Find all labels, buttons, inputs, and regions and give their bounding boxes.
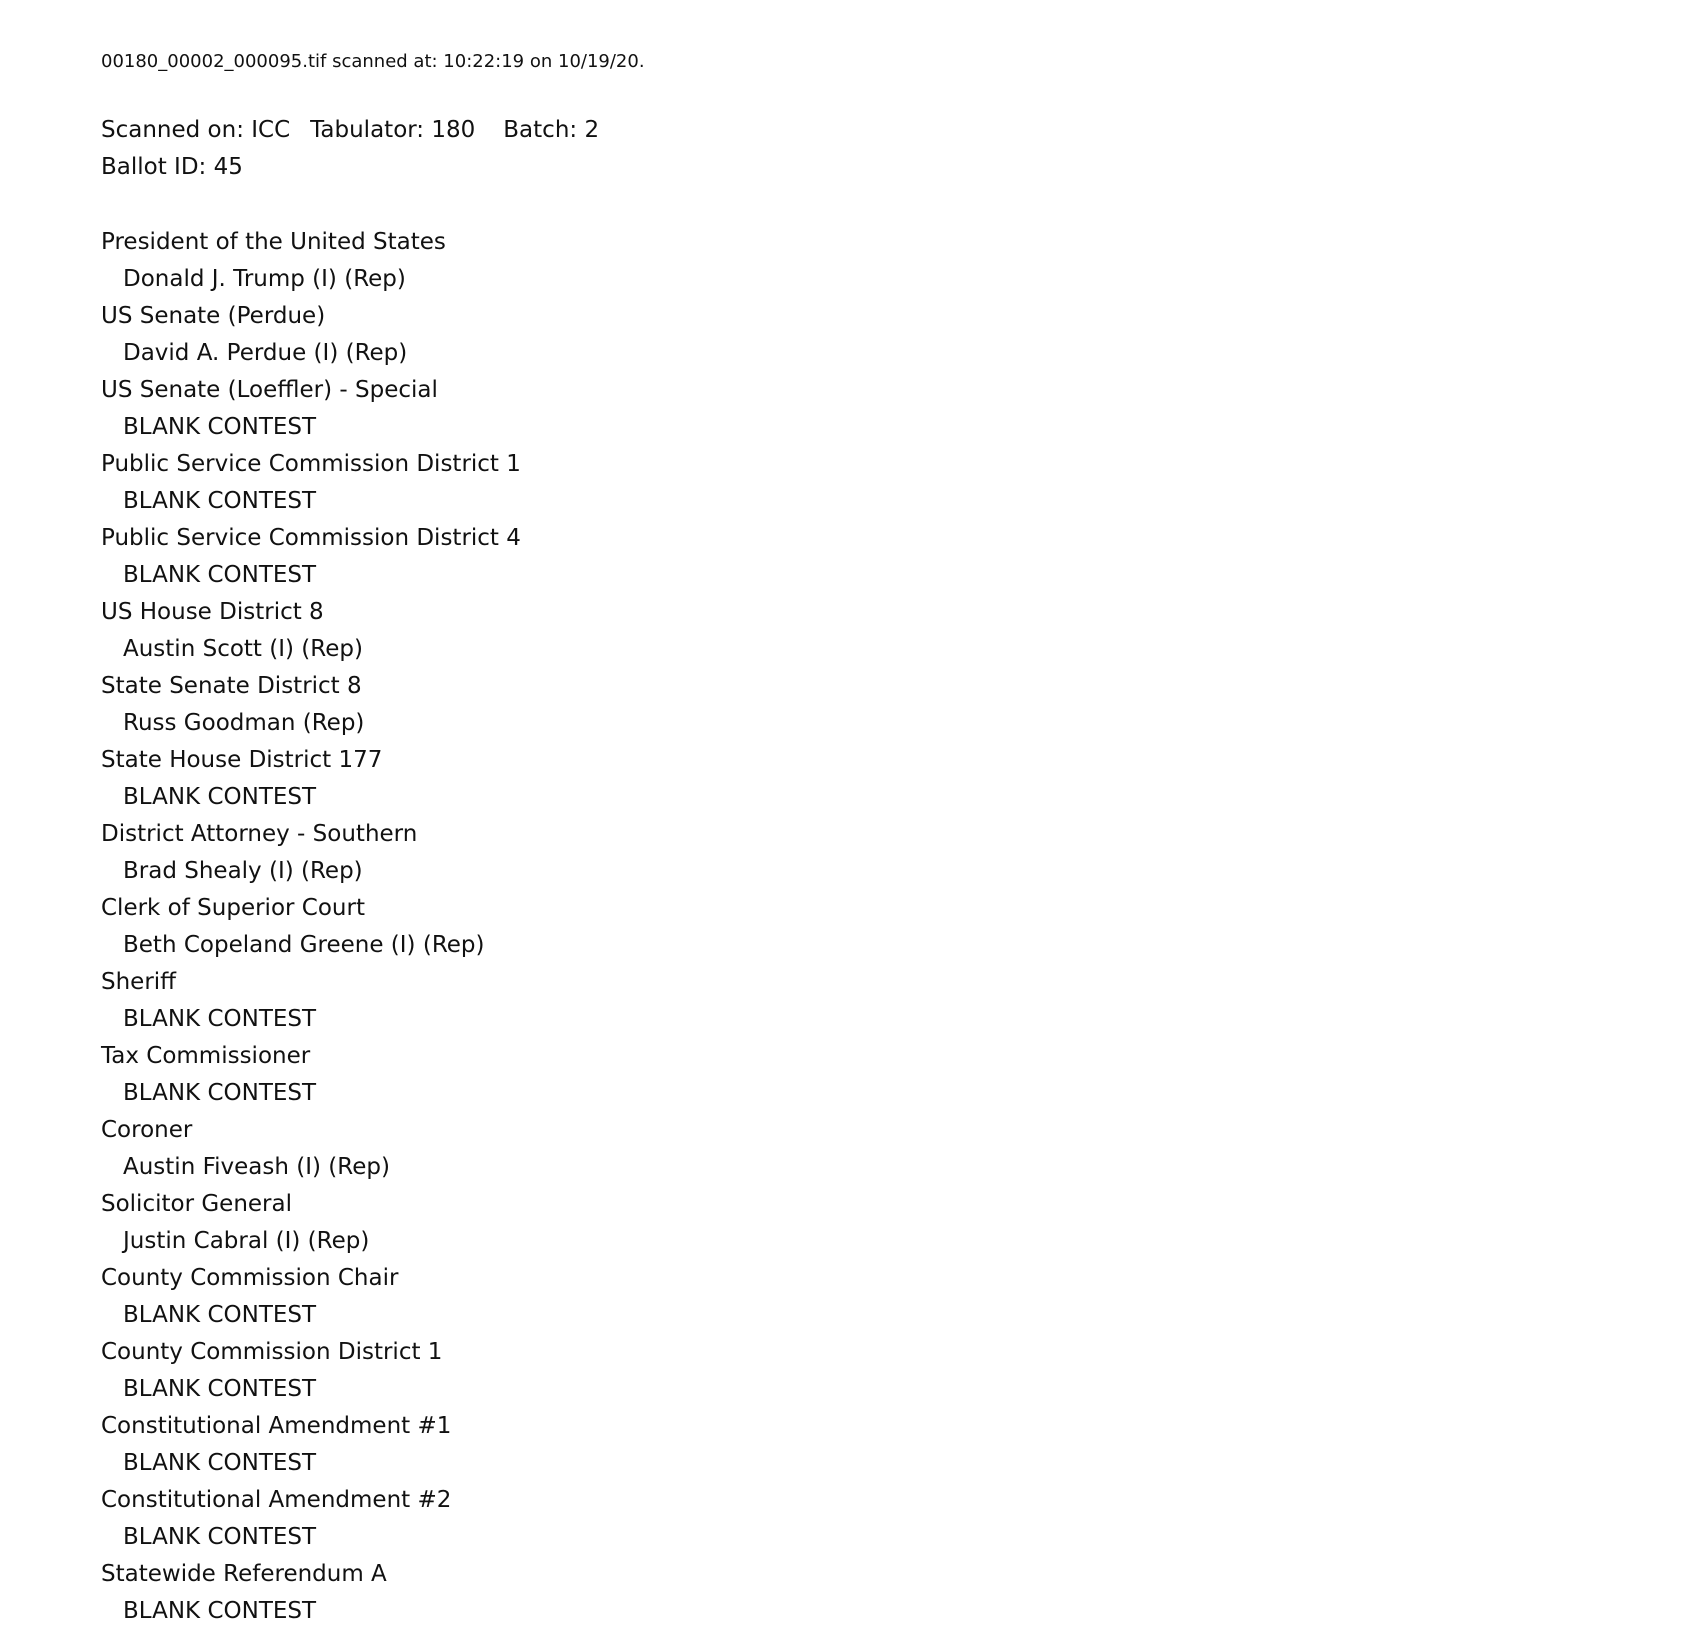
contest-choice: BLANK CONTEST <box>123 1302 317 1328</box>
scan-info-line: 00180_00002_000095.tif scanned at: 10:22:19 on 10/19/20. <box>101 51 645 72</box>
contest-title: County Commission District 1 <box>101 1339 443 1365</box>
contest-choice: BLANK CONTEST <box>123 414 317 440</box>
contest-title: Solicitor General <box>101 1191 292 1217</box>
contest-list <box>101 224 521 1630</box>
contest-title: Tax Commissioner <box>101 1043 311 1069</box>
contest-title: US House District 8 <box>101 599 324 625</box>
ballot-header <box>101 112 599 186</box>
contest-title: District Attorney - Southern <box>101 821 418 847</box>
contest-title: State House District 177 <box>101 747 383 773</box>
contest-choice: BLANK CONTEST <box>123 1450 317 1476</box>
contest-title: Public Service Commission District 4 <box>101 525 521 551</box>
contest-choice: BLANK CONTEST <box>123 1080 317 1106</box>
contest-title: Coroner <box>101 1117 193 1143</box>
ballot-id-row <box>101 149 599 186</box>
contest-choice: Donald J. Trump (I) (Rep) <box>123 266 406 292</box>
contest-choice: BLANK CONTEST <box>123 1006 317 1032</box>
contest-title: State Senate District 8 <box>101 673 362 699</box>
batch-label: Batch: 2 <box>503 117 600 143</box>
ballot-id-label: Ballot ID: 45 <box>101 154 243 180</box>
contest-title: Constitutional Amendment #1 <box>101 1413 452 1439</box>
contest-title: Clerk of Superior Court <box>101 895 365 921</box>
tabulator-label: Tabulator: 180 <box>310 117 476 143</box>
contest-choice: Austin Fiveash (I) (Rep) <box>123 1154 390 1180</box>
scan-details-row <box>101 112 599 149</box>
scanned-on-label: Scanned on: ICC <box>101 117 291 143</box>
contest-choice: Justin Cabral (I) (Rep) <box>123 1228 370 1254</box>
contest-title: County Commission Chair <box>101 1265 399 1291</box>
contest-choice: David A. Perdue (I) (Rep) <box>123 340 408 366</box>
contest-choice: BLANK CONTEST <box>123 1598 317 1624</box>
contest-choice: BLANK CONTEST <box>123 488 317 514</box>
contest-choice: Beth Copeland Greene (I) (Rep) <box>123 932 485 958</box>
contest-choice: BLANK CONTEST <box>123 784 317 810</box>
contest-title: Constitutional Amendment #2 <box>101 1487 452 1513</box>
contest-title: Statewide Referendum A <box>101 1561 387 1587</box>
contest-choice: Russ Goodman (Rep) <box>123 710 365 736</box>
contest-choice: BLANK CONTEST <box>123 1524 317 1550</box>
contest-title: President of the United States <box>101 229 446 255</box>
contest-title: Public Service Commission District 1 <box>101 451 521 477</box>
contest-title: US Senate (Perdue) <box>101 303 326 329</box>
contest-title: US Senate (Loeffler) - Special <box>101 377 438 403</box>
contest-choice: Brad Shealy (I) (Rep) <box>123 858 363 884</box>
contest-title: Sheriff <box>101 969 177 995</box>
contest-choice: BLANK CONTEST <box>123 1376 317 1402</box>
contest-choice: Austin Scott (I) (Rep) <box>123 636 363 662</box>
contest-choice: BLANK CONTEST <box>123 562 317 588</box>
